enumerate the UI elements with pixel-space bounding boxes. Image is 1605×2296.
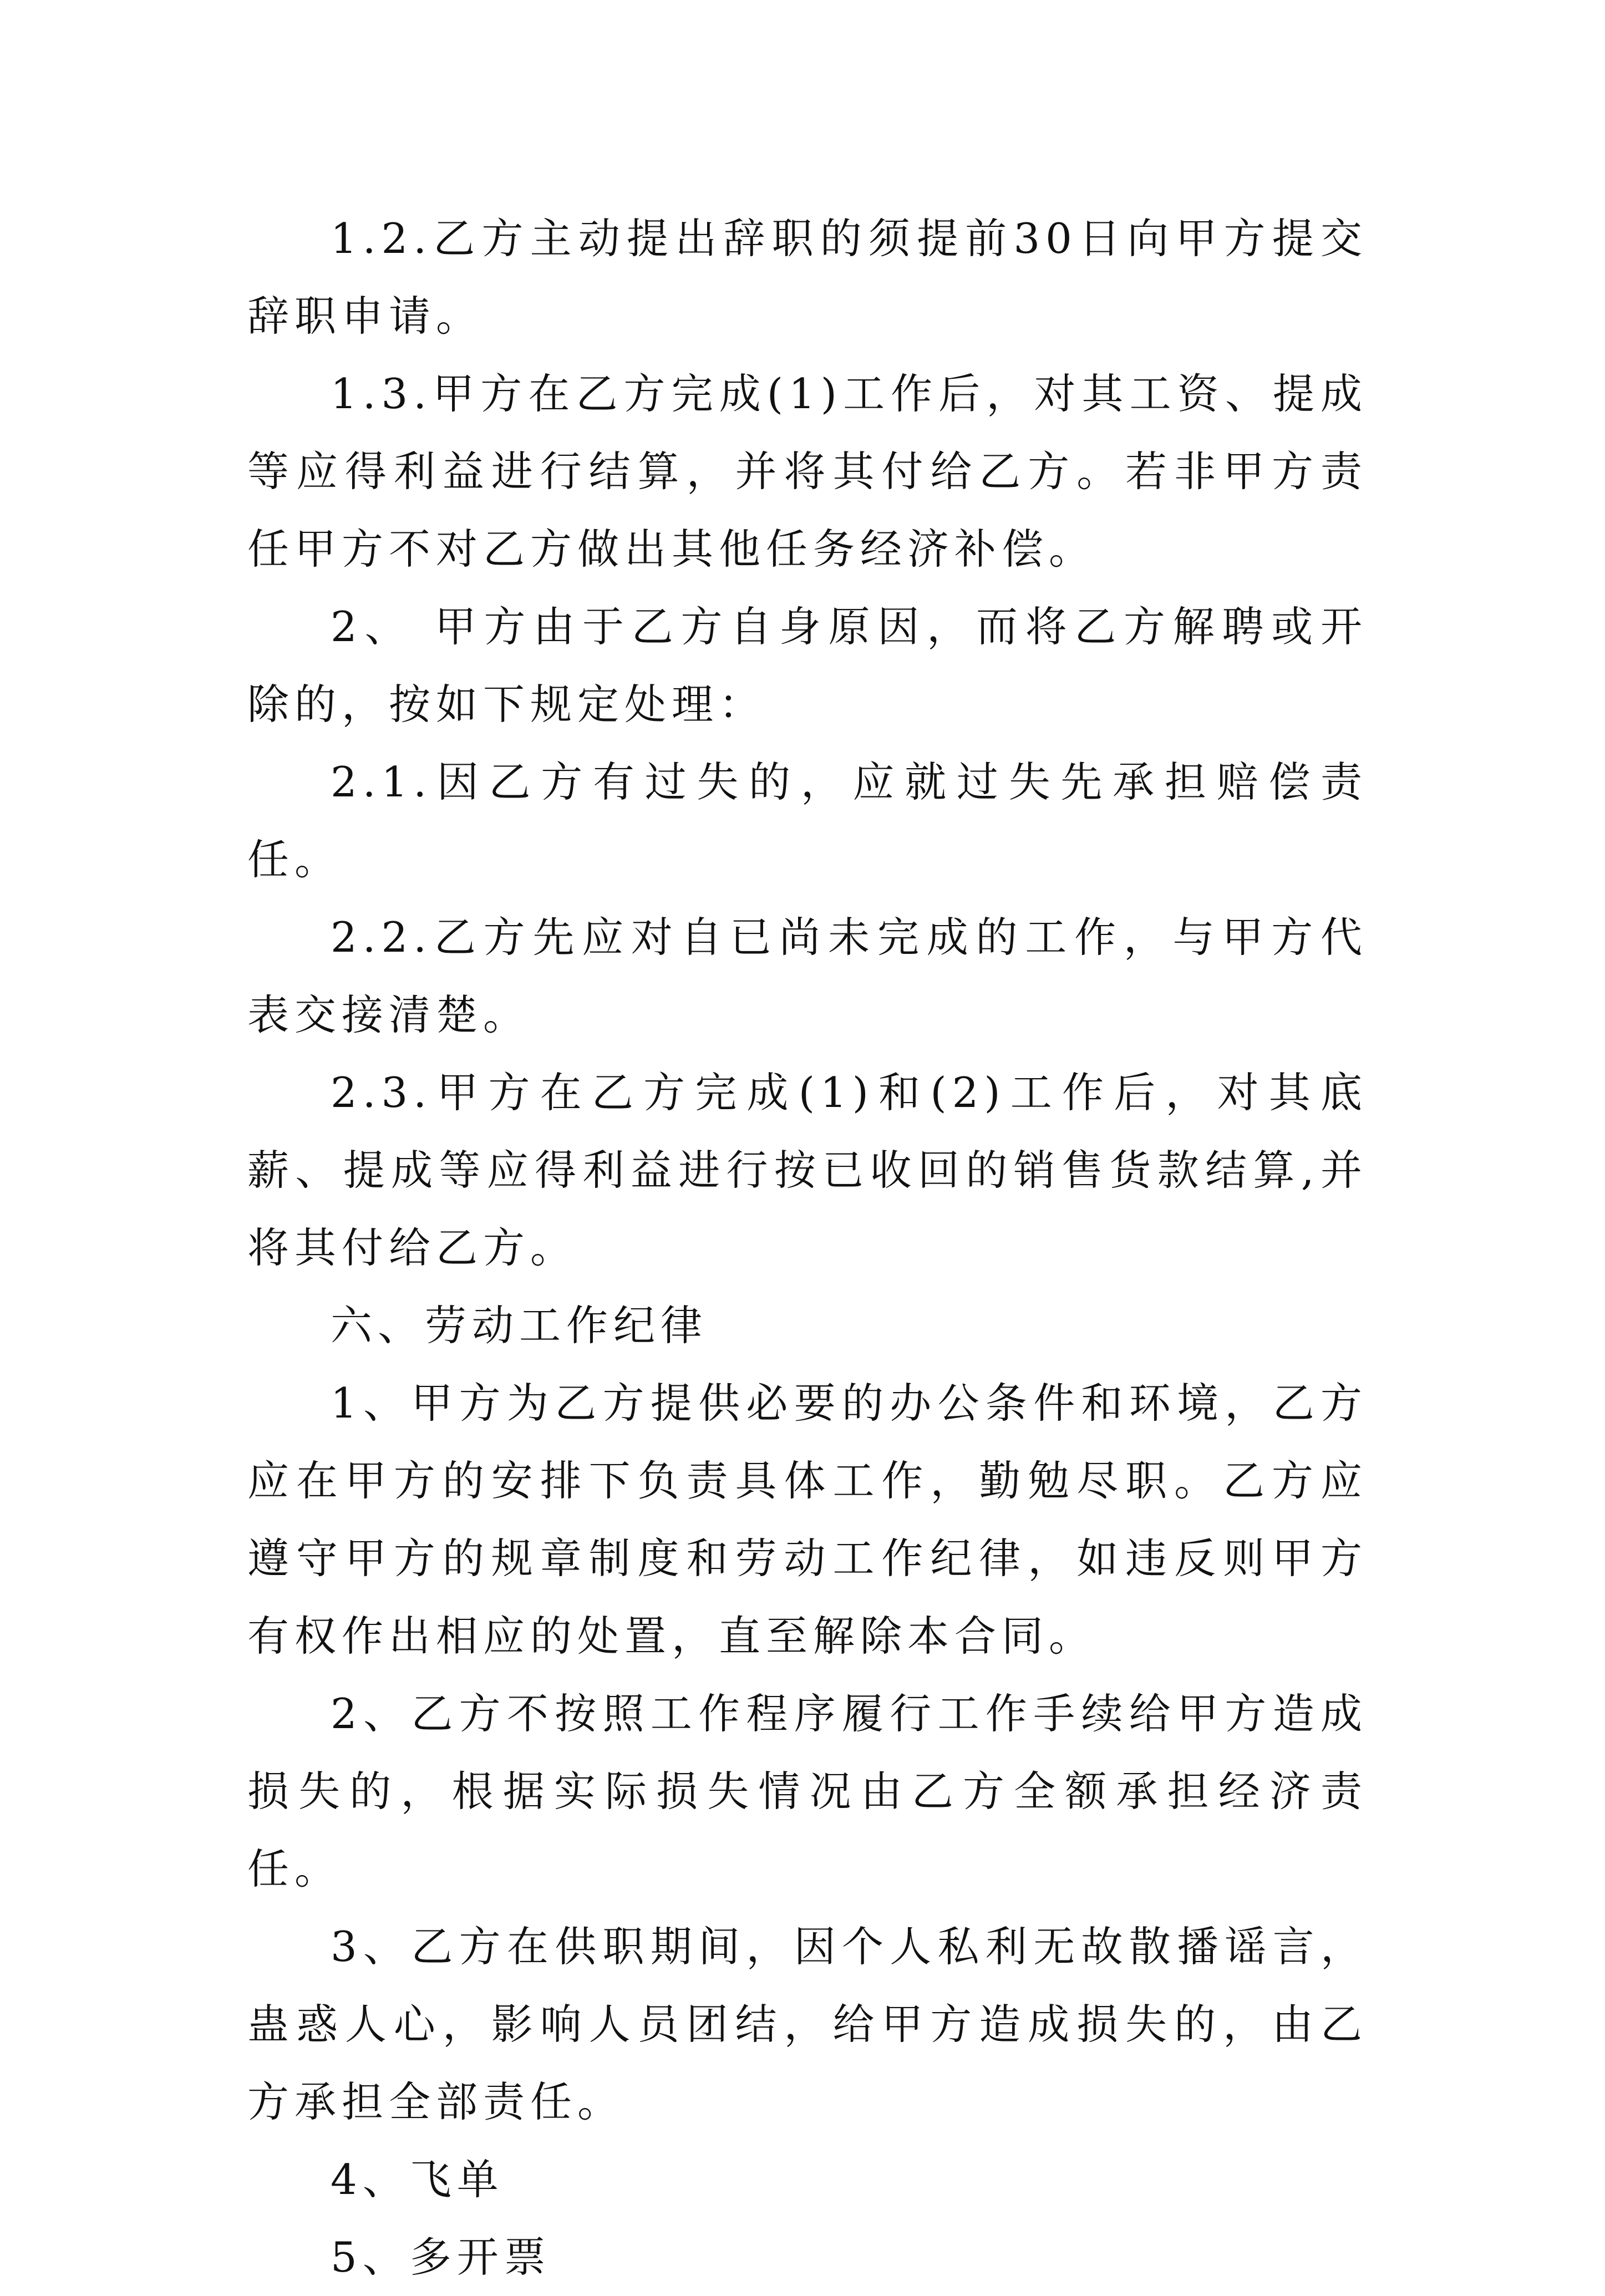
clause-2-2: 2.2.乙方先应对自已尚未完成的工作，与甲方代表交接清楚。 <box>247 913 1368 1039</box>
discipline-item-3: 3、乙方在供职期间，因个人私利无故散播谣言，蛊惑人心，影响人员团结，给甲方造成损失的，由乙方承担全部责任。 <box>247 1922 1368 2126</box>
section-heading-6: 六、劳动工作纪律 <box>331 1301 708 1350</box>
clause-2-1: 2.1.因乙方有过失的，应就过失先承担赔偿责任。 <box>247 758 1368 884</box>
clause-1-2: 1.2.乙方主动提出辞职的须提前30日向甲方提交辞职申请。 <box>247 214 1368 341</box>
clause-2: 2、 甲方由于乙方自身原因，而将乙方解聘或开除的，按如下规定处理： <box>247 602 1368 729</box>
clause-2-3: 2.3.甲方在乙方完成(1)和(2)工作后，对其底薪、提成等应得利益进行按已收回的销售货款结算,并将其付给乙方。 <box>247 1068 1368 1272</box>
discipline-item-4: 4、飞单 <box>331 2155 504 2204</box>
document-body <box>247 200 1368 2296</box>
clause-1-3: 1.3.甲方在乙方完成(1)工作后，对其工资、提成等应得利益进行结算，并将其付给乙方。若非甲方责任甲方不对乙方做出其他任务经济补偿。 <box>247 369 1368 573</box>
discipline-item-1: 1、甲方为乙方提供必要的办公条件和环境，乙方应在甲方的安排下负责具体工作，勤勉尽职。乙方应遵守甲方的规章制度和劳动工作纪律，如违反则甲方有权作出相应的处置，直至解除本合同。 <box>247 1379 1368 1660</box>
discipline-item-2: 2、乙方不按照工作程序履行工作手续给甲方造成损失的，根据实际损失情况由乙方全额承担经济责任。 <box>247 1689 1368 1893</box>
discipline-item-5: 5、多开票 <box>331 2233 551 2282</box>
